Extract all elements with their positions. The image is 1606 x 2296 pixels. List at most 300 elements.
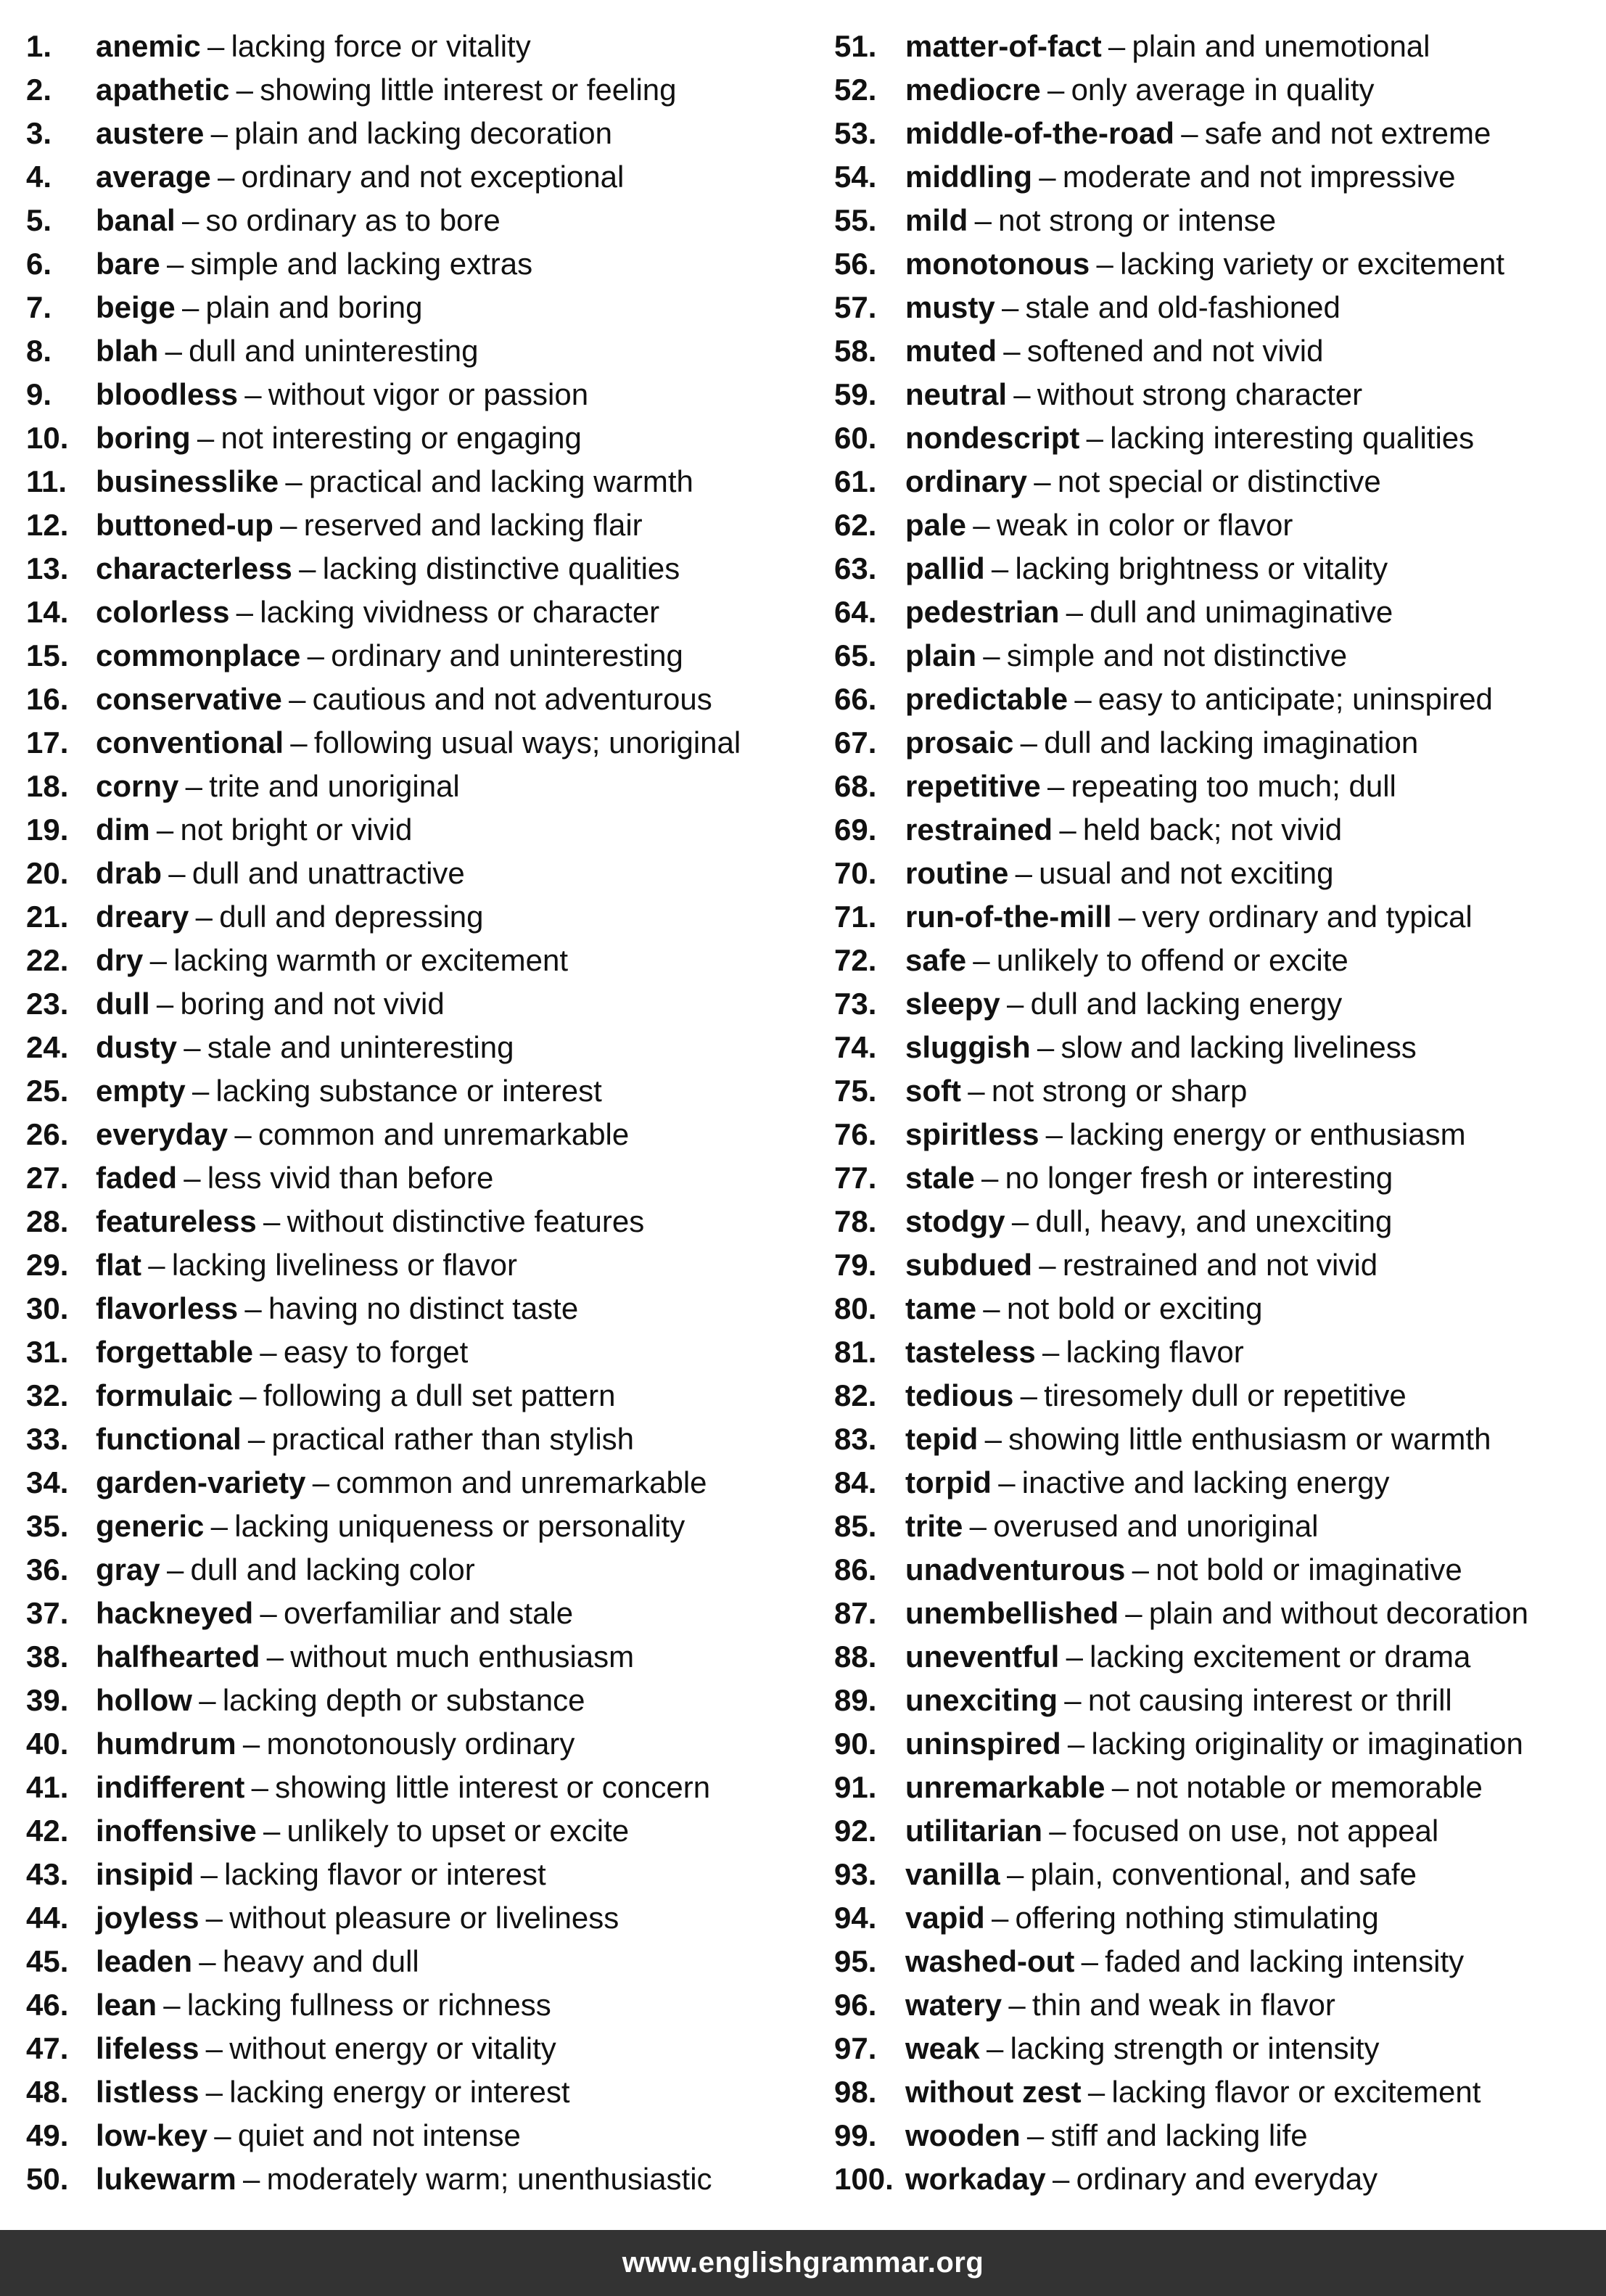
list-item xyxy=(834,1766,1606,1809)
item-text xyxy=(905,2027,1380,2070)
item-separator: – xyxy=(968,1074,985,1108)
list-item xyxy=(834,1330,1606,1374)
item-separator: – xyxy=(1034,464,1051,498)
item-number: 43. xyxy=(26,1857,69,1891)
item-word: insipid xyxy=(96,1857,194,1891)
item-separator: – xyxy=(984,1422,1002,1456)
item-text xyxy=(96,1766,710,1809)
item-definition: not interesting or engaging xyxy=(221,421,582,455)
item-definition: not strong or sharp xyxy=(991,1074,1248,1108)
item-number: 58. xyxy=(834,334,877,368)
item-number: 29. xyxy=(26,1248,69,1282)
item-number: 49. xyxy=(26,2118,69,2152)
item-separator: – xyxy=(149,943,167,977)
item-separator: – xyxy=(1015,856,1032,890)
item-number: 76. xyxy=(834,1117,877,1151)
item-number: 69. xyxy=(834,812,877,847)
item-separator: – xyxy=(1013,377,1031,411)
item-text xyxy=(96,112,612,155)
item-separator: – xyxy=(1008,1988,1026,2022)
item-definition: lacking liveliness or flavor xyxy=(171,1248,518,1282)
item-word: torpid xyxy=(905,1465,992,1499)
item-number: 53. xyxy=(834,116,877,150)
item-text xyxy=(96,1548,475,1592)
item-word: unembellished xyxy=(905,1596,1119,1630)
item-definition: less vivid than before xyxy=(207,1161,494,1195)
item-text xyxy=(96,895,484,939)
list-item xyxy=(834,1809,1606,1853)
item-text xyxy=(96,1940,419,1983)
item-text xyxy=(905,1983,1335,2027)
list-item xyxy=(834,1461,1606,1505)
item-definition: dull and depressing xyxy=(219,900,484,934)
item-definition: moderate and not impressive xyxy=(1062,160,1456,194)
item-number: 62. xyxy=(834,508,877,542)
item-word: lifeless xyxy=(96,2031,199,2065)
item-text xyxy=(96,503,643,547)
list-item xyxy=(834,1548,1606,1592)
item-text xyxy=(96,982,445,1026)
item-word: unexciting xyxy=(905,1683,1058,1717)
item-word: middle-of-the-road xyxy=(905,116,1174,150)
item-definition: plain and without decoration xyxy=(1148,1596,1528,1630)
item-definition: quiet and not intense xyxy=(237,2118,521,2152)
item-text xyxy=(96,939,568,982)
item-word: listless xyxy=(96,2075,199,2109)
list-item xyxy=(26,808,824,852)
item-definition: having no distinct taste xyxy=(268,1291,579,1325)
item-text xyxy=(96,1026,514,1069)
item-separator: – xyxy=(312,1465,330,1499)
item-definition: not notable or memorable xyxy=(1135,1770,1483,1804)
item-word: formulaic xyxy=(96,1378,234,1412)
item-separator: – xyxy=(1020,1378,1037,1412)
item-definition: lacking excitement or drama xyxy=(1090,1639,1471,1674)
item-separator: – xyxy=(280,508,297,542)
list-item xyxy=(26,1156,824,1200)
item-number: 22. xyxy=(26,943,69,977)
list-item xyxy=(26,1026,824,1069)
item-definition: faded and lacking intensity xyxy=(1105,1944,1465,1978)
item-definition: lacking uniqueness or personality xyxy=(234,1509,685,1543)
item-word: low-key xyxy=(96,2118,208,2152)
list-item xyxy=(834,939,1606,982)
item-number: 52. xyxy=(834,73,877,107)
item-word: unremarkable xyxy=(905,1770,1105,1804)
list-item xyxy=(26,1679,824,1722)
item-definition: showing little enthusiasm or warmth xyxy=(1008,1422,1491,1456)
item-text xyxy=(96,591,659,634)
list-item xyxy=(834,1156,1606,1200)
item-word: trite xyxy=(905,1509,963,1543)
item-text xyxy=(905,547,1388,591)
item-text xyxy=(96,286,422,329)
item-separator: – xyxy=(184,1030,201,1064)
item-separator: – xyxy=(1039,160,1056,194)
item-definition: safe and not extreme xyxy=(1204,116,1491,150)
item-number: 1. xyxy=(26,29,52,63)
item-text xyxy=(905,155,1455,199)
item-word: everyday xyxy=(96,1117,228,1151)
item-definition: without energy or vitality xyxy=(229,2031,556,2065)
item-text xyxy=(96,460,693,503)
item-separator: – xyxy=(1059,812,1076,847)
item-text xyxy=(905,329,1323,373)
item-text xyxy=(905,591,1393,634)
list-item xyxy=(26,1592,824,1635)
item-definition: showing little interest or feeling xyxy=(260,73,677,107)
item-separator: – xyxy=(165,334,182,368)
item-definition: ordinary and not exceptional xyxy=(241,160,625,194)
item-separator: – xyxy=(260,1596,277,1630)
item-definition: showing little interest or concern xyxy=(275,1770,711,1804)
list-item xyxy=(26,1461,824,1505)
item-number: 44. xyxy=(26,1901,69,1935)
item-definition: unlikely to upset or excite xyxy=(287,1814,630,1848)
item-separator: – xyxy=(236,595,254,629)
item-separator: – xyxy=(251,1770,268,1804)
item-separator: – xyxy=(1049,1814,1066,1848)
item-text xyxy=(905,416,1474,460)
item-number: 99. xyxy=(834,2118,877,2152)
footer-bar xyxy=(0,2230,1606,2296)
item-word: characterless xyxy=(96,551,292,585)
item-number: 19. xyxy=(26,812,69,847)
item-word: joyless xyxy=(96,1901,199,1935)
list-item xyxy=(834,416,1606,460)
item-definition: lacking strength or intensity xyxy=(1010,2031,1380,2065)
item-text xyxy=(905,2157,1378,2201)
item-number: 67. xyxy=(834,725,877,760)
item-definition: cautious and not adventurous xyxy=(312,682,712,716)
item-number: 84. xyxy=(834,1465,877,1499)
item-separator: – xyxy=(1039,1248,1056,1282)
list-item xyxy=(834,112,1606,155)
list-item xyxy=(26,503,824,547)
item-word: uninspired xyxy=(905,1727,1061,1761)
list-item xyxy=(834,1374,1606,1417)
item-number: 12. xyxy=(26,508,69,542)
item-text xyxy=(905,2114,1308,2157)
item-text xyxy=(905,503,1293,547)
item-definition: usual and not exciting xyxy=(1039,856,1334,890)
list-item xyxy=(834,1896,1606,1940)
item-text xyxy=(905,1156,1393,1200)
item-definition: softened and not vivid xyxy=(1026,334,1324,368)
item-definition: moderately warm; unenthusiastic xyxy=(266,2162,712,2196)
list-item xyxy=(26,1374,824,1417)
item-number: 9. xyxy=(26,377,52,411)
item-definition: lacking energy or interest xyxy=(229,2075,570,2109)
item-number: 32. xyxy=(26,1378,69,1412)
item-word: beige xyxy=(96,290,176,324)
item-definition: easy to anticipate; uninspired xyxy=(1098,682,1493,716)
item-word: ordinary xyxy=(905,464,1028,498)
list-item xyxy=(834,591,1606,634)
list-item xyxy=(26,199,824,242)
item-number: 85. xyxy=(834,1509,877,1543)
item-word: tepid xyxy=(905,1422,979,1456)
item-definition: restrained and not vivid xyxy=(1062,1248,1378,1282)
list-item xyxy=(26,765,824,808)
item-definition: thin and weak in flavor xyxy=(1031,1988,1335,2022)
item-definition: lacking flavor xyxy=(1066,1335,1244,1369)
item-number: 14. xyxy=(26,595,69,629)
list-item xyxy=(26,1330,824,1374)
list-item xyxy=(834,808,1606,852)
item-definition: lacking brightness or vitality xyxy=(1015,551,1388,585)
item-number: 21. xyxy=(26,900,69,934)
item-word: sleepy xyxy=(905,987,1000,1021)
item-word: hollow xyxy=(96,1683,192,1717)
item-text xyxy=(96,808,412,852)
item-text xyxy=(96,1200,644,1243)
item-text xyxy=(905,1722,1523,1766)
item-word: restrained xyxy=(905,812,1053,847)
item-number: 2. xyxy=(26,73,52,107)
item-separator: – xyxy=(1086,421,1103,455)
item-separator: – xyxy=(210,116,228,150)
item-word: spiritless xyxy=(905,1117,1039,1151)
item-number: 55. xyxy=(834,203,877,237)
item-number: 54. xyxy=(834,160,877,194)
list-item xyxy=(26,242,824,286)
item-word: banal xyxy=(96,203,176,237)
list-item xyxy=(26,329,824,373)
item-definition: not bold or imaginative xyxy=(1156,1552,1462,1587)
item-definition: simple and lacking extras xyxy=(190,247,533,281)
item-text xyxy=(905,1113,1466,1156)
list-item xyxy=(26,547,824,591)
item-text xyxy=(905,199,1276,242)
item-text xyxy=(96,1592,573,1635)
item-separator: – xyxy=(1111,1770,1129,1804)
item-separator: – xyxy=(1132,1552,1149,1587)
item-text xyxy=(96,1374,616,1417)
item-text xyxy=(905,765,1396,808)
item-definition: lacking fullness or richness xyxy=(186,1988,551,2022)
item-word: pale xyxy=(905,508,967,542)
item-text xyxy=(96,1069,602,1113)
item-text xyxy=(96,329,478,373)
list-item xyxy=(26,678,824,721)
item-definition: practical and lacking warmth xyxy=(308,464,693,498)
list-item xyxy=(26,1809,824,1853)
list-item xyxy=(26,155,824,199)
item-text xyxy=(96,1722,575,1766)
list-item xyxy=(834,460,1606,503)
item-text xyxy=(96,852,465,895)
item-text xyxy=(96,1853,546,1896)
item-text xyxy=(96,1983,551,2027)
item-definition: only average in quality xyxy=(1071,73,1375,107)
list-item xyxy=(26,1243,824,1287)
item-word: predictable xyxy=(905,682,1068,716)
item-word: dry xyxy=(96,943,144,977)
item-word: flavorless xyxy=(96,1291,239,1325)
item-number: 77. xyxy=(834,1161,877,1195)
item-word: forgettable xyxy=(96,1335,254,1369)
item-text xyxy=(905,1026,1417,1069)
item-number: 28. xyxy=(26,1204,69,1238)
item-separator: – xyxy=(199,1683,216,1717)
item-separator: – xyxy=(266,1639,284,1674)
list-item xyxy=(26,982,824,1026)
item-text xyxy=(905,1505,1319,1548)
item-definition: stale and uninteresting xyxy=(207,1030,514,1064)
item-separator: – xyxy=(263,1814,281,1848)
list-item xyxy=(834,2114,1606,2157)
item-word: sluggish xyxy=(905,1030,1031,1064)
item-number: 83. xyxy=(834,1422,877,1456)
item-word: neutral xyxy=(905,377,1008,411)
item-word: pedestrian xyxy=(905,595,1060,629)
list-item xyxy=(26,286,824,329)
item-separator: – xyxy=(983,638,1000,672)
item-separator: – xyxy=(163,1988,181,2022)
item-number: 8. xyxy=(26,334,52,368)
item-separator: – xyxy=(244,377,262,411)
item-definition: not strong or intense xyxy=(998,203,1277,237)
item-word: repetitive xyxy=(905,769,1041,803)
item-word: conservative xyxy=(96,682,282,716)
item-text xyxy=(96,1505,685,1548)
item-word: boring xyxy=(96,421,191,455)
item-word: empty xyxy=(96,1074,186,1108)
list-item xyxy=(834,765,1606,808)
item-separator: – xyxy=(285,464,302,498)
list-item xyxy=(26,1940,824,1983)
list-item xyxy=(834,68,1606,112)
item-definition: plain and unemotional xyxy=(1132,29,1430,63)
item-word: watery xyxy=(905,1988,1002,2022)
list-item xyxy=(26,591,824,634)
item-word: without zest xyxy=(905,2075,1082,2109)
item-text xyxy=(96,1461,707,1505)
item-number: 40. xyxy=(26,1727,69,1761)
item-separator: – xyxy=(973,508,990,542)
item-number: 80. xyxy=(834,1291,877,1325)
list-item xyxy=(834,25,1606,68)
item-text xyxy=(96,765,460,808)
item-definition: dull and unimaginative xyxy=(1090,595,1393,629)
item-separator: – xyxy=(1108,29,1126,63)
item-text xyxy=(905,68,1375,112)
list-item xyxy=(26,2157,824,2201)
item-separator: – xyxy=(1066,595,1083,629)
item-definition: held back; not vivid xyxy=(1082,812,1343,847)
item-separator: – xyxy=(1074,682,1092,716)
footer-website-link[interactable]: www.englishgrammar.org xyxy=(622,2247,984,2279)
item-separator: – xyxy=(299,551,316,585)
item-number: 20. xyxy=(26,856,69,890)
item-text xyxy=(905,1679,1452,1722)
item-definition: plain and lacking decoration xyxy=(234,116,612,150)
item-number: 35. xyxy=(26,1509,69,1543)
item-separator: – xyxy=(1066,1639,1083,1674)
item-word: utilitarian xyxy=(905,1814,1043,1848)
item-definition: without much enthusiasm xyxy=(290,1639,635,1674)
item-definition: stale and old-fashioned xyxy=(1025,290,1341,324)
item-text xyxy=(905,1200,1392,1243)
item-word: apathetic xyxy=(96,73,230,107)
item-definition: dull and uninteresting xyxy=(189,334,479,368)
item-text xyxy=(905,1766,1483,1809)
item-separator: – xyxy=(234,1117,252,1151)
item-number: 81. xyxy=(834,1335,877,1369)
list-item xyxy=(26,939,824,982)
item-text xyxy=(905,982,1342,1026)
item-separator: – xyxy=(166,247,184,281)
list-item xyxy=(26,895,824,939)
item-separator: – xyxy=(236,73,253,107)
item-number: 38. xyxy=(26,1639,69,1674)
list-item xyxy=(26,1983,824,2027)
item-word: faded xyxy=(96,1161,178,1195)
item-text xyxy=(96,2070,570,2114)
item-separator: – xyxy=(239,1378,257,1412)
item-word: generic xyxy=(96,1509,205,1543)
item-number: 71. xyxy=(834,900,877,934)
item-text xyxy=(96,373,588,416)
item-definition: lacking vividness or character xyxy=(260,595,660,629)
item-text xyxy=(96,416,582,460)
item-separator: – xyxy=(244,1291,262,1325)
item-word: average xyxy=(96,160,211,194)
item-number: 47. xyxy=(26,2031,69,2065)
item-separator: – xyxy=(156,987,174,1021)
item-word: functional xyxy=(96,1422,242,1456)
list-item xyxy=(26,1635,824,1679)
item-number: 36. xyxy=(26,1552,69,1587)
item-separator: – xyxy=(1181,116,1198,150)
item-word: wooden xyxy=(905,2118,1021,2152)
item-word: vapid xyxy=(905,1901,985,1935)
item-definition: plain, conventional, and safe xyxy=(1030,1857,1417,1891)
item-definition: overused and unoriginal xyxy=(993,1509,1319,1543)
item-separator: – xyxy=(263,1204,281,1238)
list-item xyxy=(834,547,1606,591)
item-number: 59. xyxy=(834,377,877,411)
list-item xyxy=(26,112,824,155)
item-text xyxy=(905,373,1362,416)
item-number: 82. xyxy=(834,1378,877,1412)
item-separator: – xyxy=(1042,1335,1060,1369)
item-definition: slow and lacking liveliness xyxy=(1061,1030,1417,1064)
item-separator: – xyxy=(207,29,225,63)
item-definition: unlikely to offend or excite xyxy=(996,943,1348,977)
item-text xyxy=(905,808,1342,852)
item-number: 91. xyxy=(834,1770,877,1804)
item-definition: lacking energy or enthusiasm xyxy=(1069,1117,1466,1151)
list-item xyxy=(834,329,1606,373)
item-text xyxy=(96,1679,585,1722)
item-definition: heavy and dull xyxy=(222,1944,419,1978)
item-number: 66. xyxy=(834,682,877,716)
list-item xyxy=(834,678,1606,721)
item-word: commonplace xyxy=(96,638,301,672)
item-text xyxy=(96,242,532,286)
item-separator: – xyxy=(1003,334,1021,368)
item-separator: – xyxy=(168,856,186,890)
item-text xyxy=(905,1287,1262,1330)
item-definition: practical rather than stylish xyxy=(271,1422,635,1456)
list-item xyxy=(26,2027,824,2070)
item-definition: ordinary and everyday xyxy=(1076,2162,1378,2196)
item-number: 26. xyxy=(26,1117,69,1151)
item-number: 73. xyxy=(834,987,877,1021)
item-text xyxy=(905,1896,1379,1940)
